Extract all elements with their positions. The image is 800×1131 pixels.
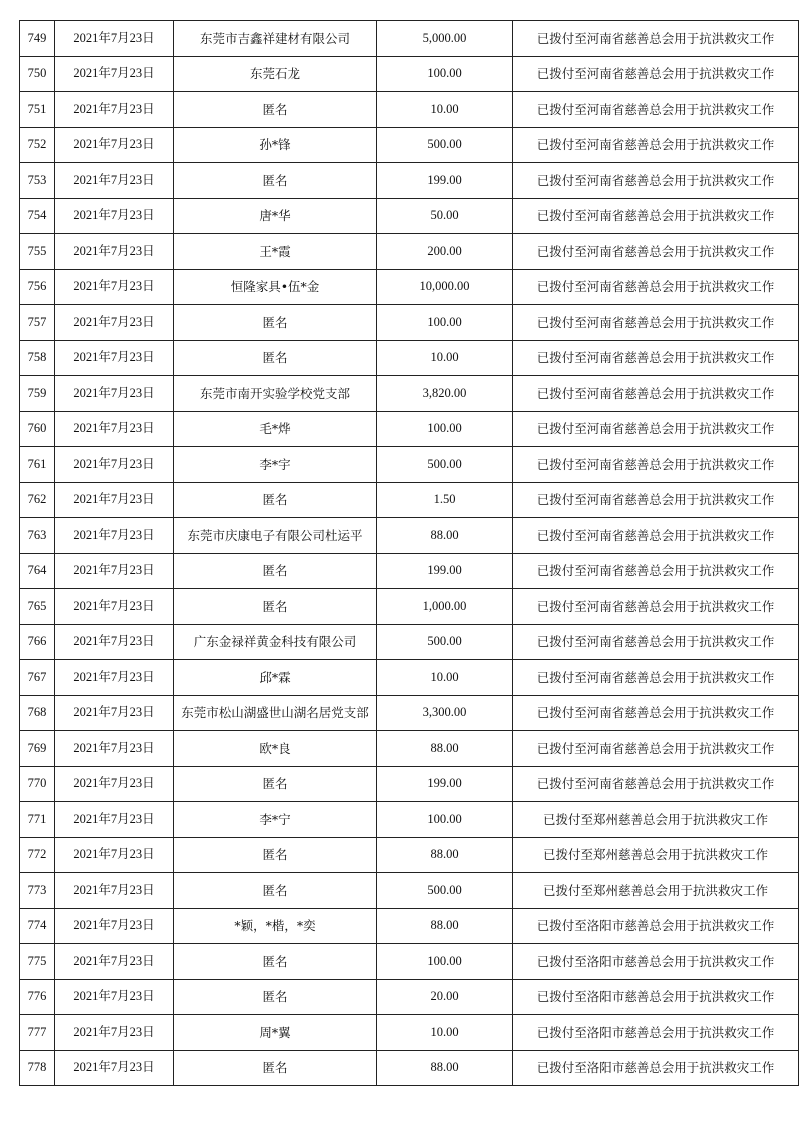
donor-name: 匿名 (174, 305, 377, 341)
fund-usage: 已拨付至河南省慈善总会用于抗洪救灾工作 (513, 482, 799, 518)
row-number: 766 (20, 624, 55, 660)
donation-amount: 500.00 (377, 447, 513, 483)
fund-usage: 已拨付至河南省慈善总会用于抗洪救灾工作 (513, 305, 799, 341)
fund-usage: 已拨付至河南省慈善总会用于抗洪救灾工作 (513, 56, 799, 92)
row-number: 770 (20, 766, 55, 802)
row-number: 767 (20, 660, 55, 696)
table-row (20, 553, 799, 589)
table-row (20, 695, 799, 731)
donor-name: 匿名 (174, 92, 377, 128)
donation-date: 2021年7月23日 (55, 447, 174, 483)
donation-amount: 10.00 (377, 340, 513, 376)
row-number: 772 (20, 837, 55, 873)
row-number: 759 (20, 376, 55, 412)
donation-amount: 3,300.00 (377, 695, 513, 731)
donor-name: 李*宇 (174, 447, 377, 483)
donor-name: 匿名 (174, 766, 377, 802)
row-number: 754 (20, 198, 55, 234)
table-row (20, 198, 799, 234)
table-row (20, 411, 799, 447)
fund-usage: 已拨付至洛阳市慈善总会用于抗洪救灾工作 (513, 1050, 799, 1086)
donation-date: 2021年7月23日 (55, 802, 174, 838)
fund-usage: 已拨付至河南省慈善总会用于抗洪救灾工作 (513, 127, 799, 163)
donation-date: 2021年7月23日 (55, 553, 174, 589)
donation-amount: 200.00 (377, 234, 513, 270)
donor-name: 匿名 (174, 1050, 377, 1086)
table-row (20, 624, 799, 660)
table-row (20, 56, 799, 92)
donor-name: 李*宁 (174, 802, 377, 838)
donation-date: 2021年7月23日 (55, 979, 174, 1015)
row-number: 750 (20, 56, 55, 92)
donor-name: 恒隆家具•伍*金 (174, 269, 377, 305)
fund-usage: 已拨付至河南省慈善总会用于抗洪救灾工作 (513, 553, 799, 589)
donation-amount: 88.00 (377, 837, 513, 873)
donation-date: 2021年7月23日 (55, 873, 174, 909)
donor-name: 王*霞 (174, 234, 377, 270)
row-number: 757 (20, 305, 55, 341)
donation-date: 2021年7月23日 (55, 305, 174, 341)
donation-amount: 100.00 (377, 305, 513, 341)
donation-date: 2021年7月23日 (55, 1050, 174, 1086)
donation-amount: 10.00 (377, 660, 513, 696)
row-number: 768 (20, 695, 55, 731)
donor-name: 匿名 (174, 589, 377, 625)
donation-date: 2021年7月23日 (55, 1015, 174, 1051)
donor-name: 周*翼 (174, 1015, 377, 1051)
donation-amount: 500.00 (377, 873, 513, 909)
donation-date: 2021年7月23日 (55, 908, 174, 944)
row-number: 765 (20, 589, 55, 625)
donation-amount: 100.00 (377, 944, 513, 980)
donor-name: 匿名 (174, 553, 377, 589)
donation-date: 2021年7月23日 (55, 376, 174, 412)
row-number: 769 (20, 731, 55, 767)
fund-usage: 已拨付至郑州慈善总会用于抗洪救灾工作 (513, 802, 799, 838)
donor-name: 孙*锋 (174, 127, 377, 163)
table-row (20, 731, 799, 767)
donation-date: 2021年7月23日 (55, 589, 174, 625)
fund-usage: 已拨付至河南省慈善总会用于抗洪救灾工作 (513, 340, 799, 376)
donor-name: 唐*华 (174, 198, 377, 234)
donation-date: 2021年7月23日 (55, 340, 174, 376)
fund-usage: 已拨付至河南省慈善总会用于抗洪救灾工作 (513, 518, 799, 554)
row-number: 764 (20, 553, 55, 589)
donation-date: 2021年7月23日 (55, 944, 174, 980)
fund-usage: 已拨付至郑州慈善总会用于抗洪救灾工作 (513, 837, 799, 873)
donor-name: 匿名 (174, 163, 377, 199)
table-row (20, 21, 799, 57)
donation-date: 2021年7月23日 (55, 21, 174, 57)
table-row (20, 1050, 799, 1086)
row-number: 774 (20, 908, 55, 944)
fund-usage: 已拨付至洛阳市慈善总会用于抗洪救灾工作 (513, 979, 799, 1015)
donor-name: 匿名 (174, 944, 377, 980)
donor-name: 东莞石龙 (174, 56, 377, 92)
table-row (20, 127, 799, 163)
donation-date: 2021年7月23日 (55, 731, 174, 767)
table-row (20, 908, 799, 944)
donor-name: 匿名 (174, 873, 377, 909)
fund-usage: 已拨付至洛阳市慈善总会用于抗洪救灾工作 (513, 908, 799, 944)
table-row (20, 873, 799, 909)
donor-name: 匿名 (174, 482, 377, 518)
donation-amount: 500.00 (377, 624, 513, 660)
donation-date: 2021年7月23日 (55, 482, 174, 518)
donor-name: 匿名 (174, 979, 377, 1015)
fund-usage: 已拨付至河南省慈善总会用于抗洪救灾工作 (513, 92, 799, 128)
donation-amount: 100.00 (377, 56, 513, 92)
fund-usage: 已拨付至洛阳市慈善总会用于抗洪救灾工作 (513, 944, 799, 980)
fund-usage: 已拨付至河南省慈善总会用于抗洪救灾工作 (513, 731, 799, 767)
table-row (20, 766, 799, 802)
donation-amount: 88.00 (377, 908, 513, 944)
row-number: 758 (20, 340, 55, 376)
fund-usage: 已拨付至河南省慈善总会用于抗洪救灾工作 (513, 269, 799, 305)
table-row (20, 163, 799, 199)
donor-name: *颖，*楷，*奕 (174, 908, 377, 944)
row-number: 778 (20, 1050, 55, 1086)
donation-amount: 1,000.00 (377, 589, 513, 625)
row-number: 749 (20, 21, 55, 57)
donation-amount: 10,000.00 (377, 269, 513, 305)
donation-amount: 10.00 (377, 1015, 513, 1051)
fund-usage: 已拨付至河南省慈善总会用于抗洪救灾工作 (513, 411, 799, 447)
table-row (20, 518, 799, 554)
row-number: 763 (20, 518, 55, 554)
row-number: 762 (20, 482, 55, 518)
fund-usage: 已拨付至河南省慈善总会用于抗洪救灾工作 (513, 589, 799, 625)
table-row (20, 802, 799, 838)
donor-name: 东莞市松山湖盛世山湖名居党支部 (174, 695, 377, 731)
donation-amount: 3,820.00 (377, 376, 513, 412)
donation-date: 2021年7月23日 (55, 198, 174, 234)
donation-amount: 10.00 (377, 92, 513, 128)
donation-amount: 100.00 (377, 411, 513, 447)
table-row (20, 305, 799, 341)
row-number: 776 (20, 979, 55, 1015)
table-row (20, 1015, 799, 1051)
fund-usage: 已拨付至郑州慈善总会用于抗洪救灾工作 (513, 873, 799, 909)
fund-usage: 已拨付至河南省慈善总会用于抗洪救灾工作 (513, 447, 799, 483)
fund-usage: 已拨付至洛阳市慈善总会用于抗洪救灾工作 (513, 1015, 799, 1051)
table-row (20, 92, 799, 128)
donation-amount: 50.00 (377, 198, 513, 234)
donation-date: 2021年7月23日 (55, 163, 174, 199)
row-number: 752 (20, 127, 55, 163)
donation-amount: 88.00 (377, 1050, 513, 1086)
row-number: 756 (20, 269, 55, 305)
donation-amount: 88.00 (377, 731, 513, 767)
donor-name: 广东金禄祥黄金科技有限公司 (174, 624, 377, 660)
donation-amount: 20.00 (377, 979, 513, 1015)
donation-date: 2021年7月23日 (55, 127, 174, 163)
table-row (20, 589, 799, 625)
donation-date: 2021年7月23日 (55, 234, 174, 270)
table-row (20, 376, 799, 412)
donor-name: 东莞市南开实验学校党支部 (174, 376, 377, 412)
row-number: 760 (20, 411, 55, 447)
donation-amount: 1.50 (377, 482, 513, 518)
donor-name: 欧*良 (174, 731, 377, 767)
donation-amount: 199.00 (377, 553, 513, 589)
fund-usage: 已拨付至河南省慈善总会用于抗洪救灾工作 (513, 660, 799, 696)
table-row (20, 447, 799, 483)
donation-date: 2021年7月23日 (55, 411, 174, 447)
table-row (20, 269, 799, 305)
row-number: 755 (20, 234, 55, 270)
fund-usage: 已拨付至河南省慈善总会用于抗洪救灾工作 (513, 198, 799, 234)
donation-date: 2021年7月23日 (55, 660, 174, 696)
donor-name: 匿名 (174, 340, 377, 376)
row-number: 773 (20, 873, 55, 909)
table-row (20, 979, 799, 1015)
row-number: 777 (20, 1015, 55, 1051)
table-row (20, 944, 799, 980)
donor-name: 东莞市庆康电子有限公司杜运平 (174, 518, 377, 554)
donation-amount: 500.00 (377, 127, 513, 163)
fund-usage: 已拨付至河南省慈善总会用于抗洪救灾工作 (513, 376, 799, 412)
row-number: 761 (20, 447, 55, 483)
donation-date: 2021年7月23日 (55, 624, 174, 660)
donor-name: 匿名 (174, 837, 377, 873)
donation-table (19, 20, 799, 1086)
table-row (20, 340, 799, 376)
donation-date: 2021年7月23日 (55, 269, 174, 305)
donation-table-body (20, 21, 799, 1086)
row-number: 753 (20, 163, 55, 199)
donation-date: 2021年7月23日 (55, 766, 174, 802)
table-row (20, 234, 799, 270)
donation-date: 2021年7月23日 (55, 695, 174, 731)
row-number: 775 (20, 944, 55, 980)
fund-usage: 已拨付至河南省慈善总会用于抗洪救灾工作 (513, 163, 799, 199)
donation-date: 2021年7月23日 (55, 837, 174, 873)
donation-amount: 199.00 (377, 163, 513, 199)
row-number: 751 (20, 92, 55, 128)
donor-name: 东莞市吉鑫祥建材有限公司 (174, 21, 377, 57)
fund-usage: 已拨付至河南省慈善总会用于抗洪救灾工作 (513, 766, 799, 802)
donation-amount: 199.00 (377, 766, 513, 802)
donor-name: 毛*烨 (174, 411, 377, 447)
donation-amount: 88.00 (377, 518, 513, 554)
donation-date: 2021年7月23日 (55, 56, 174, 92)
donor-name: 邱*霖 (174, 660, 377, 696)
donation-date: 2021年7月23日 (55, 92, 174, 128)
table-row (20, 837, 799, 873)
table-row (20, 482, 799, 518)
fund-usage: 已拨付至河南省慈善总会用于抗洪救灾工作 (513, 695, 799, 731)
donation-amount: 100.00 (377, 802, 513, 838)
table-row (20, 660, 799, 696)
row-number: 771 (20, 802, 55, 838)
fund-usage: 已拨付至河南省慈善总会用于抗洪救灾工作 (513, 234, 799, 270)
fund-usage: 已拨付至河南省慈善总会用于抗洪救灾工作 (513, 21, 799, 57)
donation-date: 2021年7月23日 (55, 518, 174, 554)
fund-usage: 已拨付至河南省慈善总会用于抗洪救灾工作 (513, 624, 799, 660)
donation-amount: 5,000.00 (377, 21, 513, 57)
